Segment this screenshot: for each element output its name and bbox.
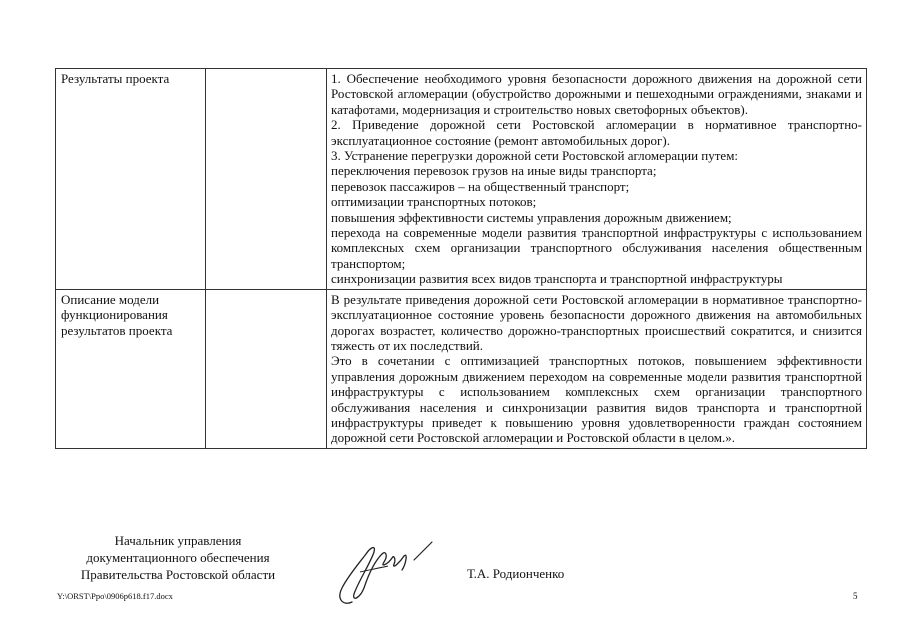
paragraph: повышения эффективности системы управления дорожным движением; bbox=[331, 209, 732, 225]
row-body-model bbox=[327, 289, 867, 448]
signatory-title bbox=[58, 532, 298, 583]
file-path: Y:\ORST\Ppo\0906p618.f17.docx bbox=[57, 591, 173, 601]
paragraph: В результате приведения дорожной сети Ростовской агломерации в нормативное транспортно-эксплуатационное состояние уровень безопасности дорожного движения на автомобильных дорогах возрастет, количество дорожно-транспортных происшествий сократится, и снизится тяжесть от их последствий. bbox=[331, 291, 862, 353]
signatory-title-line: Правительства Ростовской области bbox=[80, 567, 276, 582]
paragraph: переключения перевозок грузов на иные виды транспорта; bbox=[331, 163, 657, 179]
table-row-model bbox=[56, 289, 867, 448]
paragraph: оптимизации транспортных потоков; bbox=[331, 194, 537, 210]
paragraph: синхронизации развития всех видов транспорта и транспортной инфраструктуры bbox=[331, 271, 783, 287]
signatory-title-line: документационного обеспечения bbox=[86, 550, 270, 565]
empty-cell bbox=[206, 289, 327, 448]
paragraph: 2. Приведение дорожной сети Ростовской агломерации в нормативное транспортно-эксплуатационное состояние (ремонт автомобильных дорог). bbox=[331, 117, 862, 148]
paragraph: Это в сочетании с оптимизацией транспортных потоков, повышением эффективности управления дорожным движением переходом на современные модели развития транспортной инфраструктуры с использованием комплексных схем организации транспортного обслуживания населения и синхронизации развития видов транспорта и транспортной инфраструктуры приведет к повышению уровня удовлетворенности граждан состоянием дорожной сети Ростовской агломерации и Ростовской области в целом.». bbox=[331, 353, 862, 446]
row-label-model: Описание модели функционирования результатов проекта bbox=[56, 289, 206, 448]
handwritten-signature bbox=[330, 532, 440, 612]
paragraph: перехода на современные модели развития транспортной инфраструктуры с использованием комплексных схем организации транспортного обслуживания населения общественным транспортом; bbox=[331, 225, 862, 271]
row-label-results: Результаты проекта bbox=[56, 69, 206, 290]
paragraph: 1. Обеспечение необходимого уровня безопасности дорожного движения на дорожной сети Ростовской агломерации (обустройство дорожными и пешеходными ограждениями, знаками и катафотами, модернизация и строительство новых светофорных объектов). bbox=[331, 71, 862, 117]
signatory-title-line: Начальник управления bbox=[114, 533, 242, 548]
signatory-name: Т.А. Родионченко bbox=[467, 566, 565, 581]
page-number: 5 bbox=[853, 591, 858, 601]
row-body-results bbox=[327, 69, 867, 290]
table-row-results bbox=[56, 69, 867, 290]
project-table bbox=[55, 68, 867, 449]
empty-cell bbox=[206, 69, 327, 290]
paragraph: 3. Устранение перегрузки дорожной сети Ростовской агломерации путем: bbox=[331, 148, 739, 164]
paragraph: перевозок пассажиров – на общественный транспорт; bbox=[331, 178, 630, 194]
